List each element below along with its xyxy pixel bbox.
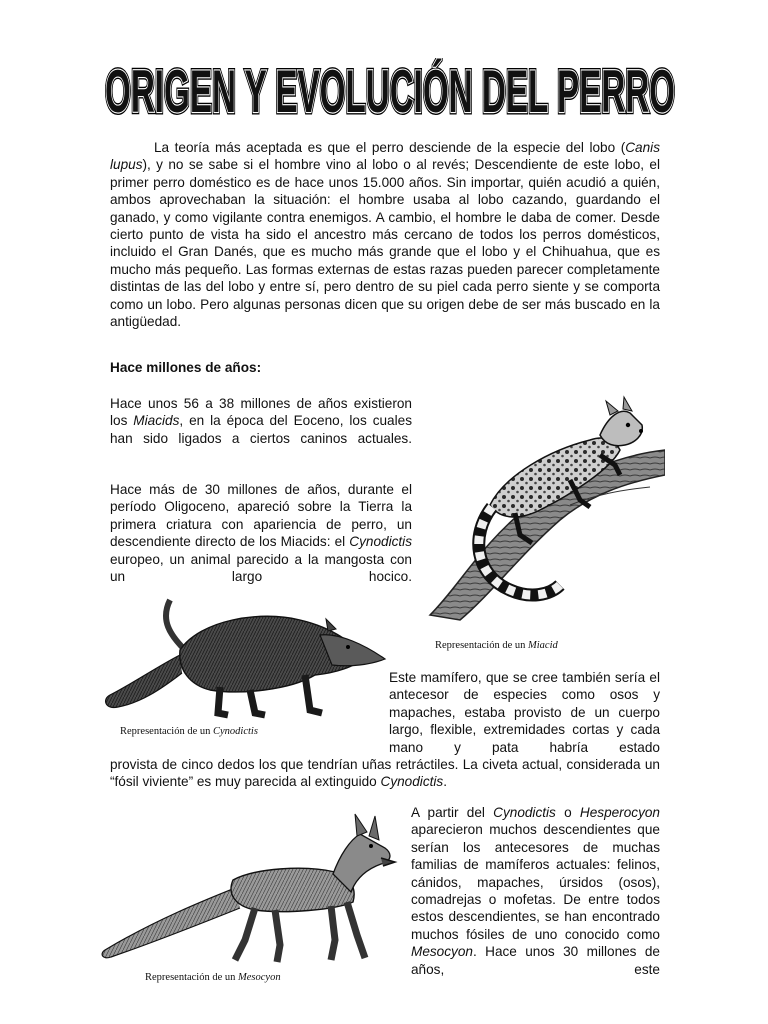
cynodictis-caption-prefix: Representación de un (120, 726, 214, 737)
cynodictis-illustration (100, 595, 390, 725)
hesperocyon-text-4: . Hace unos 30 millones de años, este (411, 944, 660, 977)
mammal-paragraph-top: Este mamífero, que se cree también sería el antecesor de especies como osos y mapaches, estaba provisto de un cuerpo largo, flexible, extremidades cortas y cada mano y pata habría estado (389, 670, 660, 755)
hesperocyon-text-1: A partir del (411, 805, 494, 820)
miacid-caption-prefix: Representación de un (435, 640, 529, 651)
hesperocyon-name-3: Mesocyon (411, 944, 473, 960)
intro-paragraph (110, 139, 660, 348)
mammal-bottom-text-1: provista de cinco dedos los que tendrían uñas retráctiles. La civeta actual, considerada un “fósil viviente” es muy parecida al extinguido (110, 757, 660, 790)
mesocyon-caption (145, 972, 281, 983)
miacids-text-2: , en la época del Eoceno, los cuales han sido ligados a ciertos caninos actuales. (110, 413, 412, 446)
hesperocyon-name-1: Cynodictis (493, 805, 556, 820)
miacid-illustration (420, 395, 665, 625)
cynodictis-text-2: europeo, un animal parecido a la mangosta con un largo hocico. (110, 551, 412, 585)
cynodictis-paragraph (110, 481, 412, 603)
page-title-text: ORIGEN Y EVOLUCIÓN DEL PERRO (105, 58, 675, 120)
mesocyon-caption-prefix: Representación de un (145, 972, 239, 983)
page-title-outline: ORIGEN Y EVOLUCIÓN DEL PERRO (105, 58, 675, 120)
hesperocyon-text-2: o (555, 805, 580, 820)
miacid-caption-name: Miacid (528, 640, 558, 651)
page-title-gap: ORIGEN Y EVOLUCIÓN DEL PERRO (105, 58, 675, 120)
miacids-text-1: Hace unos 56 a 38 millones de años existieron los (110, 396, 412, 429)
page-title (100, 58, 680, 120)
hesperocyon-name-2: Hesperocyon (579, 805, 660, 820)
mesocyon-illustration (95, 810, 400, 970)
miacids-paragraph (110, 395, 412, 465)
mammal-bottom-name: Cynodictis (380, 774, 444, 790)
cynodictis-caption (120, 726, 258, 737)
cynodictis-text-1: Hace más de 30 millones de años, durante el período Oligoceno, apareció sobre la Tierra la primera criatura con apariencia de perro, un descendiente directo de los Miacids: el (110, 482, 412, 550)
miacids-name: Miacids (133, 413, 180, 429)
section-heading: Hace millones de años: (110, 360, 262, 375)
intro-text-2: ), y no se sabe si el hombre vino al lobo o al revés; Descendiente de este lobo, el primer perro doméstico es de hace unos 15.000 años. Sin importar, quién acudió a quién, ambos aprovechaban la situación: el hombre usaba al lobo cazando, guardando el ganado, y como vigilante contra enemigos. A cambio, el hombre le daba de comer. Desde cierto punto de vista ha sido el ancestro más cercano de todos los perros domésticos, incluido el Gran Danés, que es mucho más grande que el lobo y el Chihuahua, que es mucho más pequeño. Las formas externas de estas razas pueden parecer completamente distintas de las del lobo y entre sí, pero dentro de su piel cada perro siente y se comporta como un lobo. Pero algunas personas dicen que su origen debe de ser más buscado en la antigüedad. (110, 157, 660, 330)
hesperocyon-paragraph (411, 804, 660, 995)
mammal-bottom-text-2: . (443, 774, 447, 790)
cynodictis-caption-name: Cynodictis (213, 726, 258, 737)
mammal-paragraph-bottom (110, 756, 660, 791)
intro-text-1: La teoría más aceptada es que el perro desciende de la especie del lobo ( (154, 140, 626, 155)
hesperocyon-text-3: aparecieron muchos descendientes que serían los antecesores de muchas familias de mamíferos actuales: felinos, cánidos, mapaches, úrsidos (osos), comadrejas o mofetas. De entre todos estos descendientes, se han encontrado muchos fósiles de uno conocido como (411, 822, 660, 942)
species-name: Canis lupus (110, 140, 660, 173)
mesocyon-caption-name: Mesocyon (238, 972, 281, 983)
miacid-caption (435, 640, 558, 651)
cynodictis-name: Cynodictis (349, 534, 412, 550)
